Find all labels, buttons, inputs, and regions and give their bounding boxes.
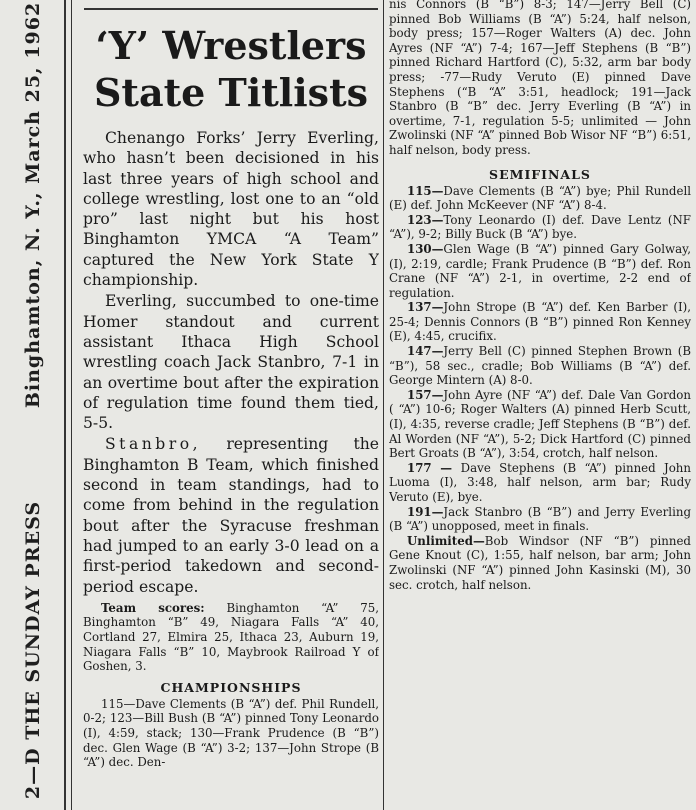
semifinal-entry: 191—Jack Stanbro (B “B”) and Jerry Everling (B “A”) unopposed, meet in finals. bbox=[389, 504, 691, 534]
semifinal-entry: 157—John Ayre (NF “A”) def. Dale Van Gordon ( “A”) 10-6; Roger Walters (A) pinned Herb Scutt, (I), 4:35, reverse cradle; Jeff Stephens (B “B”) def. Al Worden (NF “A”), 5-2; Dick Hartford (C) pinned Bert Groats (B “A”), 3:54, crotch, half nelson. bbox=[389, 387, 691, 461]
paragraph-3-body: representing the Binghamton B Team, which finished second in team standings, had to come from behind in the regulation bout after the Syracuse freshman had jumped to an early 3-0 lead on a first-period takedown and second-period escape. bbox=[83, 435, 379, 596]
paragraph-3 bbox=[83, 434, 379, 596]
column-rule bbox=[383, 0, 384, 810]
article-column bbox=[83, 10, 379, 810]
paragraph-2: Everling, succumbed to one-time Homer standout and current assistant Ithaca High School wrestling coach Jack Stanbro, 7-1 in an overtime bout after the expiration of regulation time found them tied, 5-5. bbox=[83, 292, 379, 433]
headline-line-2: State Titlists bbox=[93, 70, 369, 115]
semifinal-entry: Unlimited—Bob Windsor (NF “B”) pinned Gene Knout (C), 1:55, half nelson, bar arm; John Zwolinski (NF “A”) pinned John Kasinski (M), 30 sec. crotch, half nelson. bbox=[389, 533, 691, 592]
headline-line-1: ‘Y’ Wrestlers bbox=[95, 23, 367, 68]
semifinal-entry: 115—Dave Clements (B “A”) bye; Phil Rundell (E) def. John McKeever (NF “A”) 8-4. bbox=[389, 183, 691, 213]
results-column bbox=[389, 0, 691, 810]
team-scores bbox=[83, 601, 379, 674]
headline bbox=[83, 22, 379, 116]
semifinal-entry: 130—Glen Wage (B “A”) pinned Gary Golway, (I), 2:19, cardle; Frank Prudence (B “B”) def. Ron Crane (NF “A”) 2-1, in overtime, 2-2 end of regulation. bbox=[389, 241, 691, 300]
championships-continued: nis Connors (B “B”) 8-3; 147—Jerry Bell (C) pinned Bob Williams (B “A”) 5:24, half nelson, body press; 157—Roger Walters (A) dec. John Ayres (NF “A”) 7-4; 167—Jeff Stephens (B “B”) pinned Richard Hartford (C), 5:32, arm bar body press; -77—Rudy Veruto (E) pinned Dave Stephens (“B “A” 3:51, headlock; 191—Jack Stanbro (B “B” dec. Jerry Everling (B “A”) in overtime, 7-1, regulation 5-5; unlimited — John Zwolinski (NF “A” pinned Bob Wisor NF “B”) 6:51, half nelson, body press. bbox=[389, 0, 691, 157]
margin-rule-inner bbox=[71, 0, 72, 810]
paragraph-3-lead: Stanbro, bbox=[105, 435, 202, 454]
margin-rule bbox=[64, 0, 66, 810]
team-scores-text: Binghamton “A” 75, Binghamton “B” 49, Niagara Falls “A” 40, Cortland 27, Elmira 25, Ithaca 23, Auburn 19, Niagara Falls “B” 10, Maybrook Railroad Y of Goshen, 3. bbox=[83, 600, 379, 674]
championships-heading: CHAMPIONSHIPS bbox=[160, 679, 302, 695]
page-margin bbox=[0, 0, 66, 810]
page-label: 2—D THE SUNDAY PRESS bbox=[22, 500, 44, 800]
semifinal-entry: 123—Tony Leonardo (I) def. Dave Lentz (NF “A”), 9-2; Billy Buck (B “A”) bye. bbox=[389, 212, 691, 242]
semifinals-list bbox=[389, 184, 691, 593]
semifinal-entry: 137—John Strope (B “A”) def. Ken Barber (I), 25-4; Dennis Connors (B “B”) pinned Ron Kenney (E), 4:45, crucifix. bbox=[389, 300, 691, 344]
team-scores-label: Team scores: bbox=[101, 600, 205, 615]
semifinals-heading: SEMIFINALS bbox=[489, 166, 591, 182]
championships-results: 115—Dave Clements (B “A”) def. Phil Rundell, 0-2; 123—Bill Bush (B “A”) pinned Tony Leonardo (I), 4:59, stack; 130—Frank Prudence (B “B”) dec. Glen Wage (B “A”) 3-2; 137—John Strope (B “A”) dec. Den- bbox=[83, 696, 379, 770]
semifinal-entry: 177 — Dave Stephens (B “A”) pinned John Luoma (I), 3:48, half nelson, arm bar; Rudy Veruto (E), bye. bbox=[389, 460, 691, 504]
dateline: Binghamton, N. Y., March 25, 1962 bbox=[22, 1, 44, 409]
paragraph-1: Chenango Forks’ Jerry Everling, who hasn’t been decisioned in his last three years of high school and college wrestling, lost one to an “old pro” last night but his host Binghamton YMCA “A Team” captured the New York State Y championship. bbox=[83, 129, 379, 290]
semifinal-entry: 147—Jerry Bell (C) pinned Stephen Brown (B “B”), 58 sec., cradle; Bob Williams (B “A”) def. George Mintern (A) 8-0. bbox=[389, 344, 691, 388]
